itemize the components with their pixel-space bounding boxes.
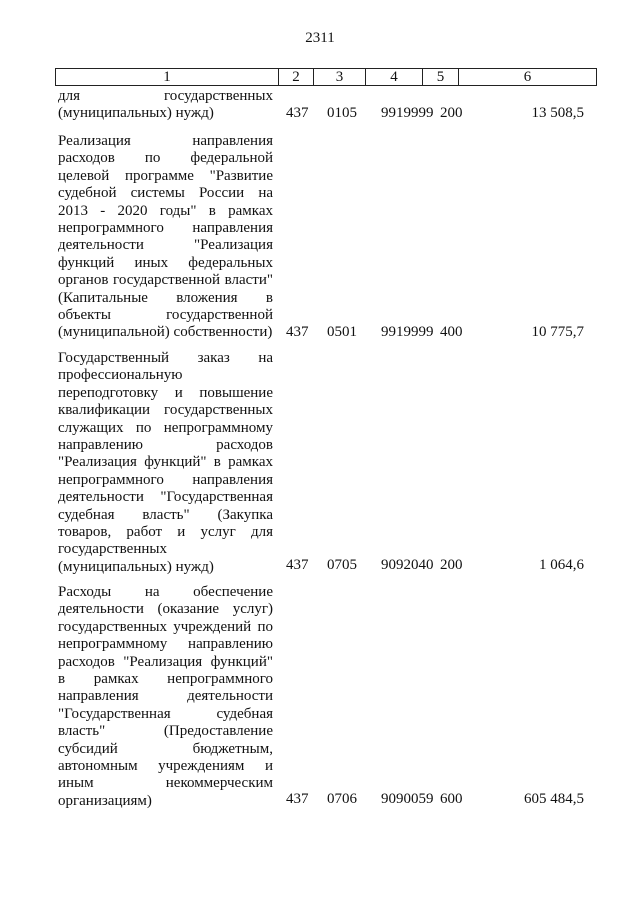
- description-line: целевой программе "Развитие: [58, 167, 273, 184]
- description-line: непрограммного направления: [58, 220, 273, 237]
- column-header-3: 3: [314, 69, 366, 86]
- target-code: 9919999: [381, 105, 434, 121]
- ministry-code: 437: [286, 791, 309, 807]
- description-line: расходов "Реализация функций": [58, 653, 273, 670]
- description-line: (муниципальных) нужд): [58, 558, 214, 575]
- row-description: [58, 584, 273, 810]
- description-line: непрограммного направления: [58, 471, 273, 488]
- description-line: деятельности "Реализация: [58, 237, 273, 254]
- target-code: 9919999: [381, 324, 434, 340]
- description-line: квалификации государственных: [58, 402, 273, 419]
- description-line: "Реализация функций" в рамках: [58, 454, 273, 471]
- description-line: функций иных федеральных: [58, 254, 273, 271]
- expense-type-code: 200: [440, 105, 463, 121]
- column-header-2: 2: [279, 69, 314, 86]
- sum-value: 10 775,7: [531, 324, 584, 340]
- sum-value: 13 508,5: [531, 105, 584, 121]
- column-header-6: 6: [459, 69, 597, 86]
- column-header-row: [56, 69, 597, 86]
- description-line: непрограммному направлению: [58, 636, 273, 653]
- description-line: судебная власть" (Закупка: [58, 506, 273, 523]
- row-description: [58, 350, 273, 576]
- description-line: Расходы на обеспечение: [58, 584, 273, 600]
- target-code: 9092040: [381, 557, 434, 573]
- description-line: деятельности "Государственная: [58, 489, 273, 506]
- section-code: 0705: [327, 557, 357, 573]
- ministry-code: 437: [286, 324, 309, 340]
- target-code: 9090059: [381, 791, 434, 807]
- description-line: иным некоммерческим: [58, 775, 273, 792]
- description-line: государственных учреждений по: [58, 618, 273, 635]
- description-line: Реализация направления: [58, 133, 273, 149]
- expense-type-code: 200: [440, 557, 463, 573]
- description-line: направлению расходов: [58, 437, 273, 454]
- description-line: товаров, работ и услуг для: [58, 524, 273, 541]
- page-number: 2311: [305, 30, 335, 46]
- section-code: 0706: [327, 791, 357, 807]
- column-header-table: [55, 68, 597, 86]
- description-line: профессиональную: [58, 367, 183, 384]
- sum-value: 605 484,5: [524, 791, 584, 807]
- ministry-code: 437: [286, 105, 309, 121]
- ministry-code: 437: [286, 557, 309, 573]
- row-description: [58, 88, 273, 123]
- expense-type-code: 400: [440, 324, 463, 340]
- description-line: 2013 - 2020 годы" в рамках: [58, 202, 273, 219]
- description-line: расходов по федеральной: [58, 150, 273, 167]
- description-line: организациям): [58, 792, 152, 809]
- section-code: 0105: [327, 105, 357, 121]
- description-line: (муниципальной) собственности): [58, 324, 273, 341]
- description-line: направления деятельности: [58, 688, 273, 705]
- description-line: объекты государственной: [58, 307, 273, 324]
- sum-value: 1 064,6: [539, 557, 584, 573]
- column-header-4: 4: [366, 69, 423, 86]
- description-line: переподготовку и повышение: [58, 384, 273, 401]
- description-line: для государственных: [58, 88, 273, 104]
- description-line: Государственный заказ на: [58, 350, 273, 366]
- description-line: субсидий бюджетным,: [58, 740, 273, 757]
- description-line: (муниципальных) нужд): [58, 105, 214, 122]
- description-line: деятельности (оказание услуг): [58, 601, 273, 618]
- description-line: органов государственной власти": [58, 272, 273, 289]
- description-line: (Капитальные вложения в: [58, 289, 273, 306]
- description-line: государственных: [58, 541, 167, 558]
- description-line: автономным учреждениям и: [58, 758, 273, 775]
- description-line: власть" (Предоставление: [58, 723, 273, 740]
- column-header-1: 1: [56, 69, 279, 86]
- description-line: служащих по непрограммному: [58, 419, 273, 436]
- section-code: 0501: [327, 324, 357, 340]
- description-line: "Государственная судебная: [58, 705, 273, 722]
- row-description: [58, 133, 273, 342]
- description-line: в рамках непрограммного: [58, 671, 273, 688]
- expense-type-code: 600: [440, 791, 463, 807]
- column-header-5: 5: [423, 69, 459, 86]
- description-line: судебной системы России на: [58, 185, 273, 202]
